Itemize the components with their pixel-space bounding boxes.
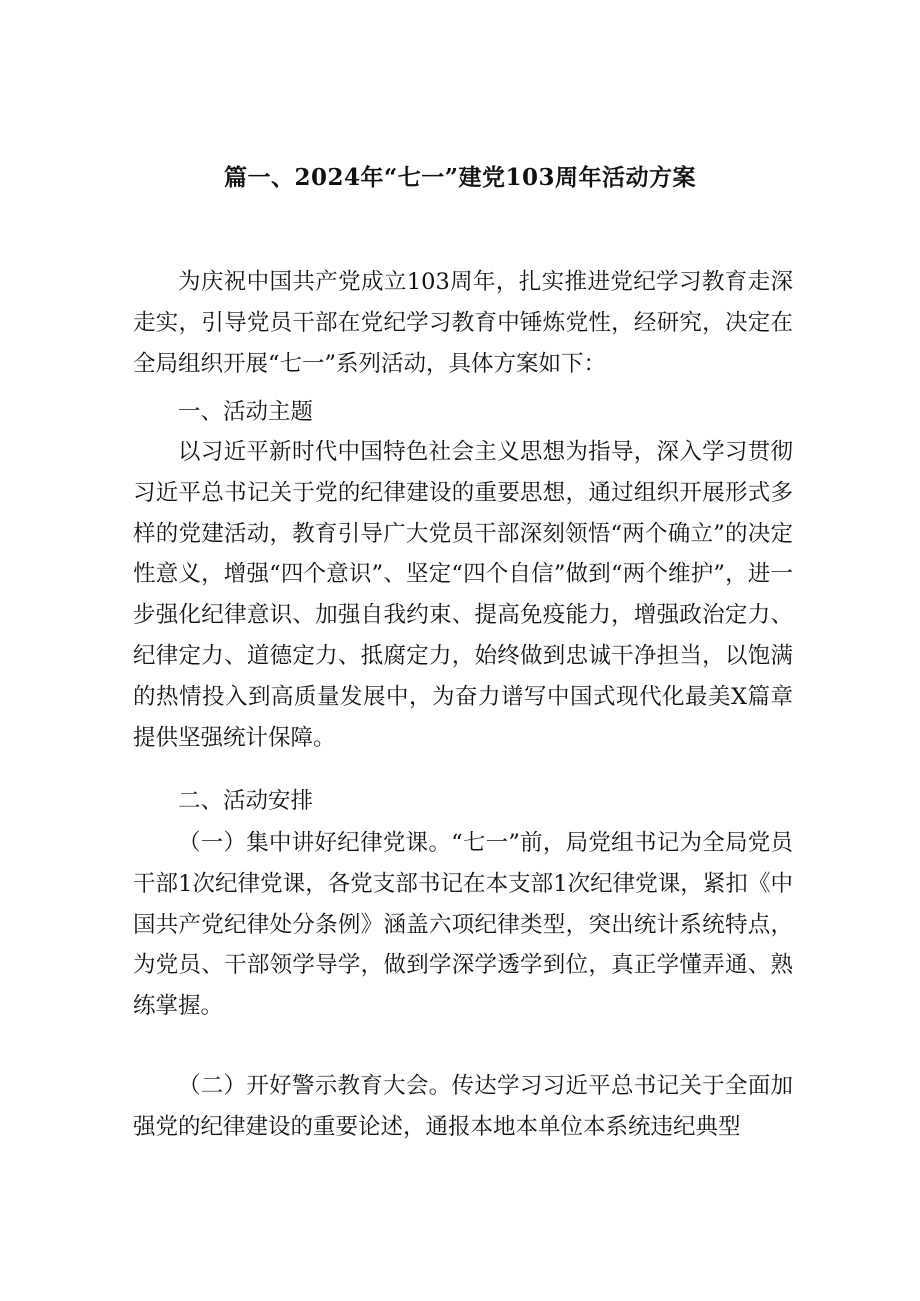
section-heading-arrangement: 二、活动安排: [178, 788, 314, 814]
arrangement-item-2: （二）开好警示教育大会。传达学习习近平总书记关于全面加强党的纪律建设的重要论述，通报本地本单位本系统违纪典型: [133, 1073, 793, 1140]
intro-paragraph: 为庆祝中国共产党成立103周年，扎实推进党纪学习教育走深走实，引导党员干部在党纪学习教育中锤炼党性，经研究，决定在全局组织开展“七一”系列活动，具体方案如下：: [133, 269, 793, 377]
document-title: 篇一、2024年“七一”建党103周年活动方案: [224, 164, 696, 191]
arrangement-item-1: （一）集中讲好纪律党课。“七一”前，局党组书记为全局党员干部1次纪律党课，各党支部书记在本支部1次纪律党课，紧扣《中国共产党纪律处分条例》涵盖六项纪律类型，突出统计系统特点，为党员、干部领学导学，做到学深学透学到位，真正学懂弄通、熟练掌握。: [133, 830, 793, 1020]
theme-paragraph: 以习近平新时代中国特色社会主义思想为指导，深入学习贯彻习近平总书记关于党的纪律建设的重要思想，通过组织开展形式多样的党建活动，教育引导广大党员干部深刻领悟“两个确立”的决定性意义，增强“四个意识”、坚定“四个自信”做到“两个维护”，进一步强化纪律意识、加强自我约束、提高免疫能力，增强政治定力、纪律定力、道德定力、抵腐定力，始终做到忠诚干净担当，以饱满的热情投入到高质量发展中，为奋力谱写中国式现代化最美X篇章提供坚强统计保障。: [133, 439, 793, 751]
section-heading-theme: 一、活动主题: [178, 399, 314, 425]
